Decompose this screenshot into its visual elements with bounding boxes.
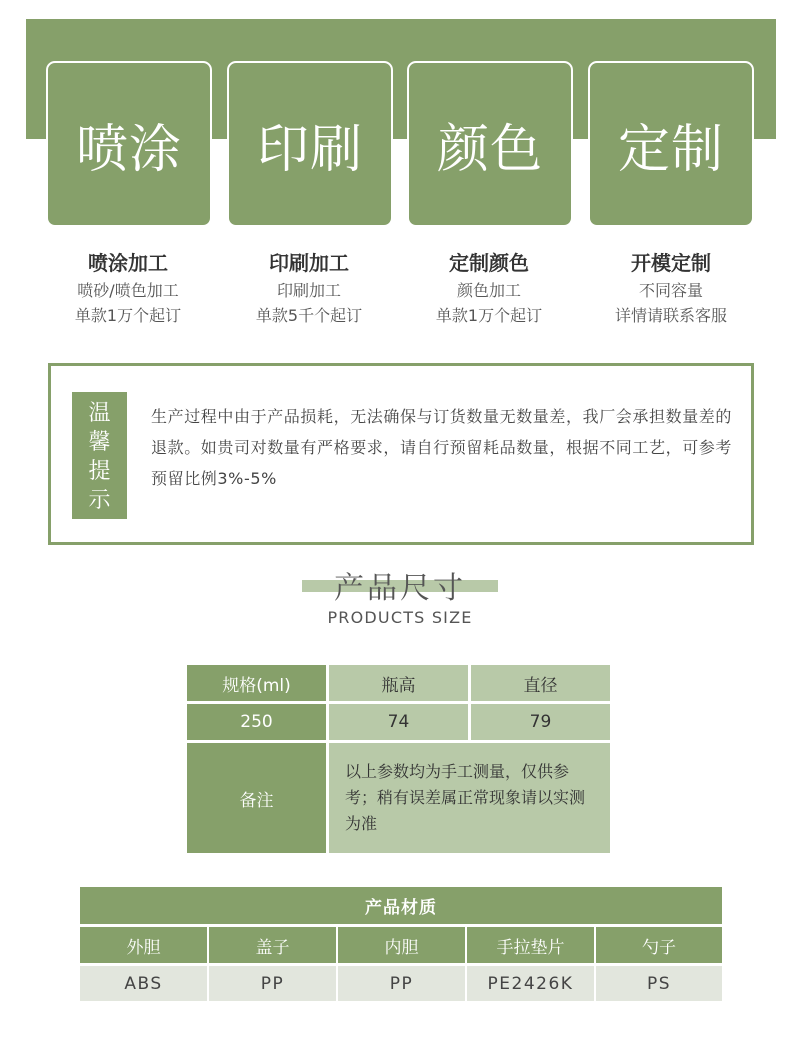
card-custom-label: 定制: [617, 119, 724, 180]
size-header-height: 瓶高: [329, 665, 468, 701]
notice-text: 生产过程中由于产品损耗，无法确保与订货数量无数量差，我厂会承担数量差的退款。如贵司对数量有严格要求，请自行预留耗品数量，根据不同工艺，可参考预留比例3%-5%: [151, 407, 733, 488]
size-header-diameter: 直径: [471, 665, 610, 701]
material-header-gasket: 手拉垫片: [467, 927, 594, 963]
service-title: 印刷加工: [269, 251, 349, 275]
material-header-inner: 内胆: [338, 927, 465, 963]
service-line: 颜色加工: [456, 281, 521, 300]
card-color-label: 颜色: [436, 119, 543, 180]
service-title: 定制颜色: [449, 251, 529, 275]
material-header-lid: 盖子: [209, 927, 336, 963]
service-line: 不同容量: [638, 281, 703, 300]
service-spray: [28, 248, 228, 328]
service-line: 单款1万个起订: [74, 306, 182, 325]
size-note-label: 备注: [187, 743, 326, 853]
notice-box: [48, 363, 754, 545]
service-line: 详情请联系客服: [614, 306, 727, 325]
material-header-spoon: 勺子: [596, 927, 722, 963]
material-value-outer: ABS: [80, 966, 207, 1001]
service-line: 印刷加工: [276, 281, 341, 300]
size-cell-height: 74: [329, 704, 468, 740]
material-value-lid: PP: [209, 966, 336, 1001]
card-spray: [46, 61, 212, 227]
material-value-gasket: PE2426K: [467, 966, 594, 1001]
card-color: [407, 61, 573, 227]
service-line: 喷砂/喷色加工: [77, 281, 179, 300]
material-value-inner: PP: [338, 966, 465, 1001]
service-title: 喷涂加工: [88, 251, 168, 275]
size-note-cell: [329, 743, 610, 853]
service-title: 开模定制: [631, 251, 711, 275]
service-line: 单款5千个起订: [255, 306, 363, 325]
size-heading-cn: 产品尺寸: [334, 571, 466, 606]
service-color: [389, 248, 589, 328]
size-note-text: 以上参数均为手工测量，仅供参考；稍有误差属正常现象请以实测为准: [345, 762, 586, 833]
size-heading-en: PRODUCTS SIZE: [327, 608, 473, 627]
size-header-spec: 规格(ml): [187, 665, 326, 701]
card-custom: [588, 61, 754, 227]
service-print: [209, 248, 409, 328]
card-print: [227, 61, 393, 227]
size-cell-diameter: 79: [471, 704, 610, 740]
card-spray-label: 喷涂: [75, 119, 182, 180]
service-line: 单款1万个起订: [435, 306, 543, 325]
card-print-label: 印刷: [256, 119, 363, 180]
material-header-outer: 外胆: [80, 927, 207, 963]
material-value-spoon: PS: [596, 966, 722, 1001]
notice-tag-label: 温馨提示: [88, 400, 111, 513]
material-title: 产品材质: [80, 887, 722, 924]
service-custom: [571, 248, 771, 328]
size-cell-spec: 250: [187, 704, 326, 740]
notice-tag: [72, 392, 127, 519]
